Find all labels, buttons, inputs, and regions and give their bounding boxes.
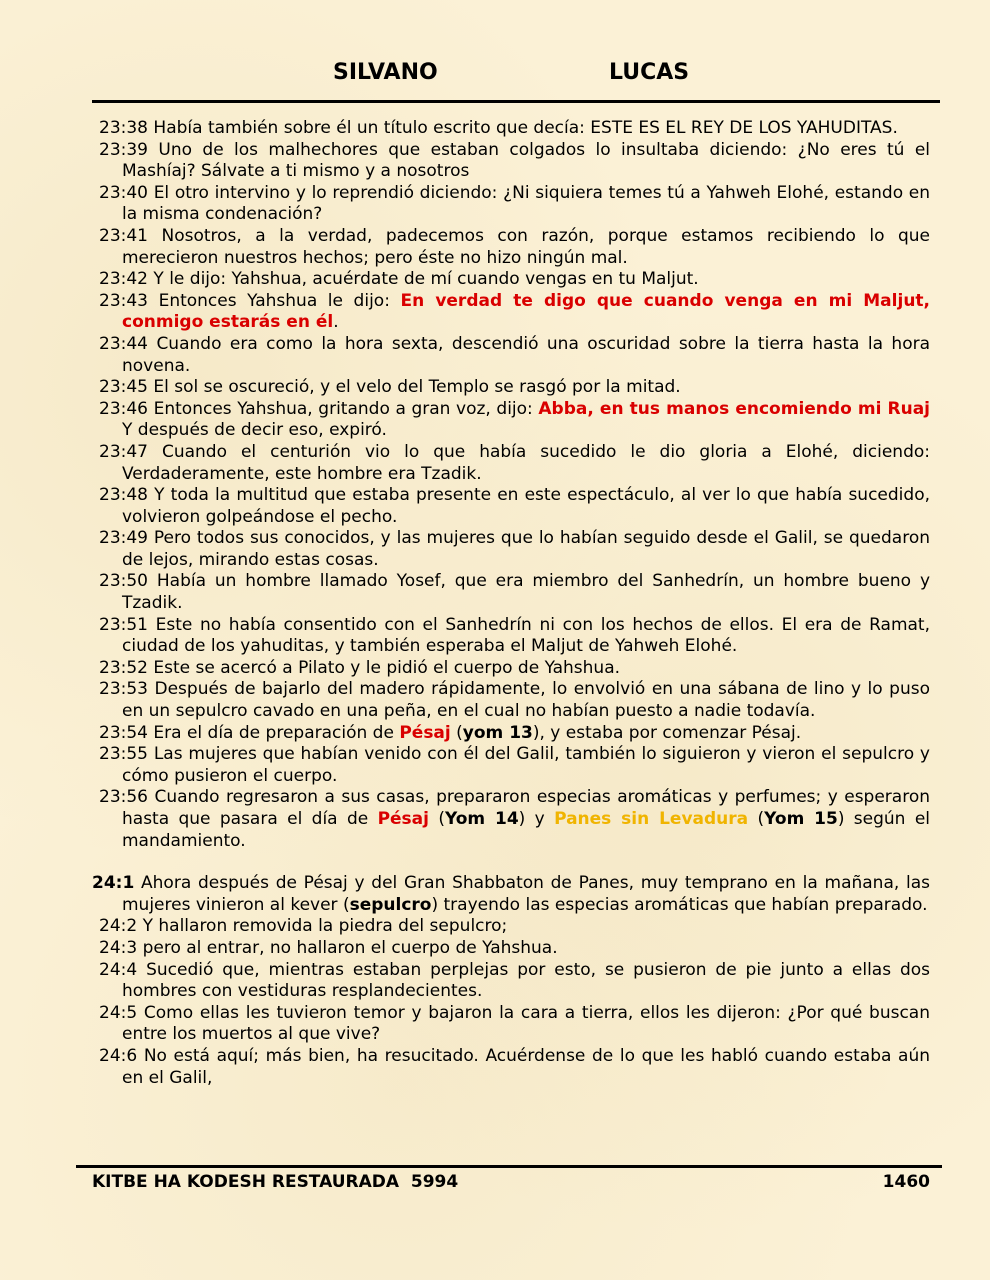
verse — [92, 787, 930, 852]
verse-text: Ahora después de Pésaj y del Gran Shabbaton de Panes, muy temprano en la mañana, las mujeres vinieron al kever ( — [122, 873, 930, 915]
verse-ref: 24:1 — [92, 873, 135, 894]
verse-text: Este se acercó a Pilato y le pidió el cuerpo de Yahshua. — [153, 657, 621, 678]
verse-text: Sucedió que, mientras estaban perplejas por esto, se pusieron de pie junto a ellas dos hombres con vestiduras resplandecientes. — [122, 959, 931, 1002]
verse-text: ) según el mandamiento. — [122, 809, 930, 851]
verse-text: pero al entrar, no hallaron el cuerpo de Yahshua. — [142, 937, 558, 958]
header-author: SILVANO — [333, 60, 438, 85]
verse-ref: 23:53 — [99, 679, 148, 700]
verse-ref: 23:44 — [99, 333, 148, 354]
verse-text: Yom 14 — [444, 809, 519, 829]
verse-text: El sol se oscureció, y el velo del Templo se rasgó por la mitad. — [153, 377, 681, 398]
verse — [92, 1003, 930, 1046]
verse-text: Y hallaron removida la piedra del sepulcro; — [142, 916, 508, 937]
verse — [92, 118, 930, 140]
verse-text: Había un hombre llamado Yosef, que era miembro del Sanhedrín, un hombre bueno y Tzadik. — [122, 571, 931, 614]
verse-text: Entonces Yahshua le dijo: — [158, 290, 401, 311]
verse-ref: 23:55 — [99, 744, 148, 765]
verse — [92, 723, 930, 745]
verse — [92, 183, 930, 226]
verse-ref: 23:52 — [99, 657, 148, 678]
verse-text: yom 13 — [462, 722, 533, 743]
verse — [92, 744, 930, 787]
verse-text: ( — [450, 722, 463, 743]
verse-text: Como ellas les tuvieron temor y bajaron la cara a tierra, ellos les dijeron: ¿Por qué buscan entre los muertos al que vive? — [122, 1002, 931, 1045]
quote-text: En verdad te digo que cuando venga en mi Maljut, conmigo estarás en él — [122, 290, 931, 333]
verse-ref: 23:39 — [99, 139, 148, 160]
verse-ref: 24:6 — [99, 1045, 138, 1066]
footer-divider — [76, 1165, 942, 1168]
verse-ref: 23:47 — [99, 441, 148, 462]
verse — [92, 291, 930, 334]
verse-text: . — [333, 312, 339, 333]
verse-text: ) trayendo las especias aromáticas que habían preparado. — [431, 894, 928, 915]
verse-ref: 23:50 — [99, 571, 148, 592]
header-book: LUCAS — [609, 60, 690, 85]
verse — [92, 269, 930, 291]
verse-text: Pero todos sus conocidos, y las mujeres que lo habían seguido desde el Galil, se quedaron de lejos, mirando estas cosas. — [122, 528, 930, 570]
verse-ref: 23:54 — [99, 722, 148, 743]
verse-text: Yom 15 — [764, 809, 838, 829]
verse-text: Después de bajarlo del madero rápidamente, lo envolvió en una sábana de lino y lo puso en un sepulcro cavado en una peña, en el cual no habían puesto a nadie todavía. — [122, 679, 930, 722]
verse-ref: 23:49 — [99, 528, 148, 549]
feast-name: Panes sin Levadura — [554, 809, 749, 829]
verse — [92, 916, 930, 938]
verse-text: Y después de decir eso, expiró. — [122, 420, 387, 441]
verse — [92, 334, 930, 377]
verse-text: Cuando el centurión vio lo que había sucedido le dio gloria a Elohé, diciendo: Verdaderamente, este hombre era Tzadik. — [122, 441, 930, 484]
verse — [92, 226, 930, 269]
verse-text: Uno de los malhechores que estaban colgados lo insultaba diciendo: ¿No eres tú el Mashíaj? Sálvate a ti mismo y a nosotros — [122, 139, 930, 182]
verse-text: Y le dijo: Yahshua, acuérdate de mí cuando vengas en tu Maljut. — [153, 269, 699, 290]
verse-text: sepulcro — [349, 894, 432, 915]
verse-text: Y toda la multitud que estaba presente en este espectáculo, al ver lo que había sucedido, volvieron golpeándose el pecho. — [122, 485, 930, 527]
verse-list — [92, 118, 930, 1089]
verse-ref: 23:56 — [99, 787, 148, 808]
verse-text: Había también sobre él un título escrito que decía: ESTE ES EL REY DE LOS YAHUDITAS. — [153, 118, 898, 138]
verse — [92, 960, 930, 1003]
verse — [92, 615, 930, 658]
verse — [92, 528, 930, 571]
verse-text: Las mujeres que habían venido con él del Galil, también lo siguieron y vieron el sepulcro y cómo pusieron el cuerpo. — [122, 744, 930, 786]
verse-text: Este no había consentido con el Sanhedrín ni con los hechos de ellos. El era de Ramat, ciudad de los yahuditas, y también esperaba el Maljut de Yahweh Elohé. — [122, 614, 931, 657]
verse-ref: 24:4 — [99, 959, 138, 980]
verse-ref: 23:42 — [99, 269, 148, 290]
page-header — [0, 58, 990, 90]
verse-text: Cuando era como la hora sexta, descendió una oscuridad sobre la tierra hasta la hora novena. — [122, 333, 931, 376]
verse — [92, 873, 930, 916]
page-footer — [92, 1172, 930, 1192]
verse — [92, 1046, 930, 1089]
quote-text: Pésaj — [377, 809, 429, 829]
verse-ref: 23:40 — [99, 182, 148, 203]
verse-ref: 24:3 — [99, 937, 138, 958]
page-number: 1460 — [882, 1172, 930, 1192]
verse-text: Entonces Yahshua, gritando a gran voz, dijo: — [153, 398, 539, 419]
footer-title: KITBE HA KODESH RESTAURADA 5994 — [92, 1172, 459, 1192]
verse — [92, 377, 930, 399]
verse-text: Cuando regresaron a sus casas, prepararon especias aromáticas y perfumes; y esperaron hasta que pasara el día de — [122, 787, 931, 829]
verse — [92, 938, 930, 960]
quote-text: Abba, en tus manos encomiendo mi Ruaj — [538, 398, 931, 419]
verse — [92, 679, 930, 722]
verse — [92, 442, 930, 485]
verse — [92, 658, 930, 680]
verse-ref: 23:46 — [99, 398, 148, 419]
verse-ref: 23:45 — [99, 377, 148, 398]
header-divider — [92, 100, 940, 103]
verse-ref: 23:51 — [99, 614, 148, 635]
verse-text: Nosotros, a la verdad, padecemos con razón, porque estamos recibiendo lo que merecieron nuestros hechos; pero éste no hizo ningún mal. — [122, 225, 931, 268]
verse-ref: 24:2 — [99, 916, 138, 937]
verse-ref: 23:38 — [99, 118, 148, 138]
quote-text: Pésaj — [399, 722, 451, 743]
verse — [92, 485, 930, 528]
verse-text: ), y estaba por comenzar Pésaj. — [532, 722, 802, 743]
verse — [92, 399, 930, 442]
verse-ref: 23:41 — [99, 225, 148, 246]
verse-text: El otro intervino y lo reprendió diciendo: ¿Ni siquiera temes tú a Yahweh Elohé, estando en la misma condenación? — [122, 182, 930, 225]
verse-text: Era el día de preparación de — [153, 722, 400, 743]
verse-text: ) y — [518, 809, 555, 829]
verse-text: No está aquí; más bien, ha resucitado. Acuérdense de lo que les habló cuando estaba aún en el Galil, — [122, 1045, 930, 1088]
verse-ref: 23:48 — [99, 485, 148, 506]
verse — [92, 571, 930, 614]
verse — [92, 140, 930, 183]
verse-text: ( — [748, 809, 765, 829]
verse-ref: 23:43 — [99, 290, 148, 311]
verse-ref: 24:5 — [99, 1002, 138, 1023]
verse-text: ( — [428, 809, 445, 829]
